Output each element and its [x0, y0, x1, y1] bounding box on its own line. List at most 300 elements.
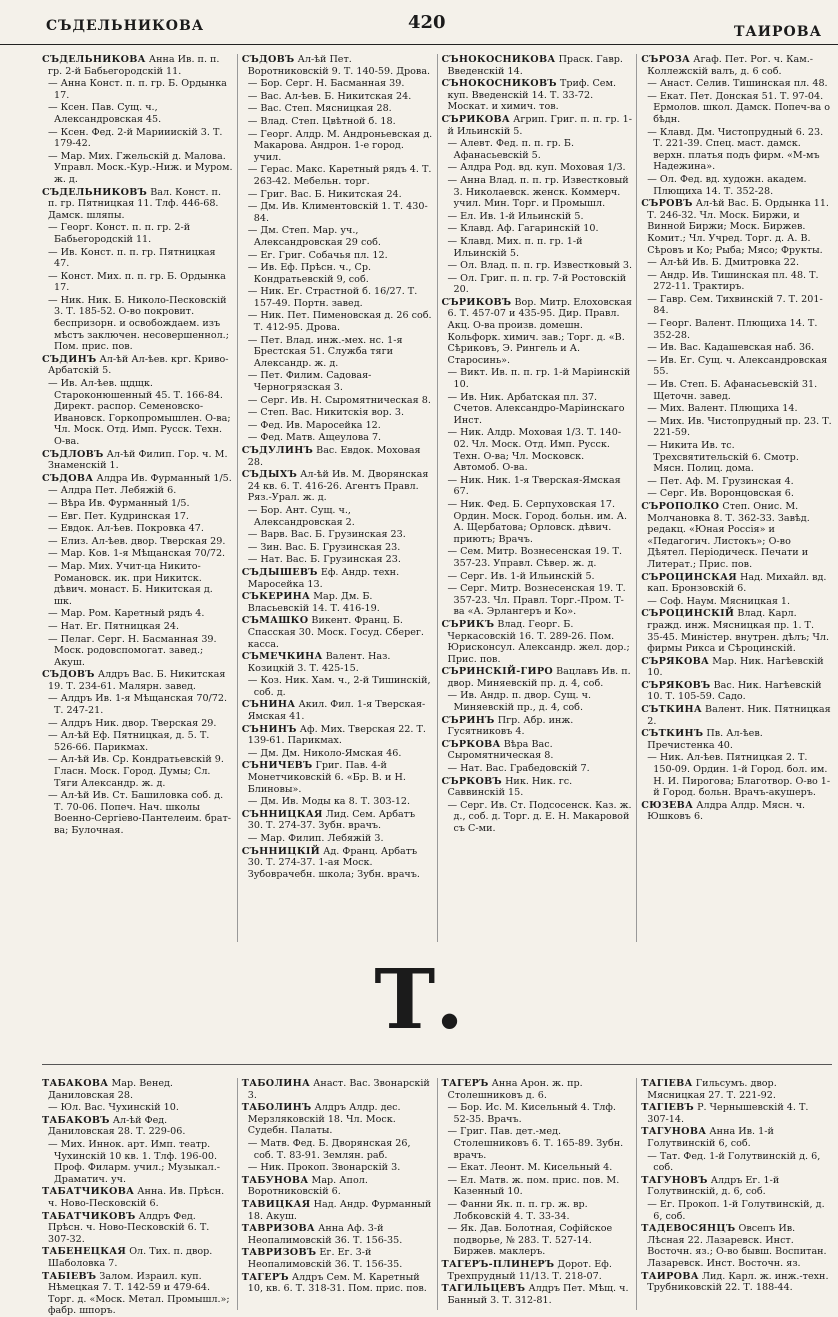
- directory-entry: [442, 1102, 633, 1125]
- entry-details: — Нат. Вас. Грабедовскій 7.: [447, 763, 590, 775]
- directory-entry: [641, 270, 832, 293]
- entry-details: — Ив. Вас. Кадашевская наб. 36.: [647, 342, 815, 354]
- entry-surname: ТАГІЕВА: [641, 1078, 693, 1089]
- directory-entry: [242, 833, 433, 845]
- entry-surname: ТАГИЛЬЦЕВЪ: [441, 1283, 526, 1295]
- entry-details: — Влад. Степ. Цвѣтной б. 18.: [247, 115, 396, 127]
- directory-entry: [42, 187, 233, 222]
- entry-details: — Нат. Ег. Пятницкая 24.: [48, 620, 180, 632]
- directory-entry: [641, 1271, 832, 1294]
- entry-details: Валент. Ник. Пятницкая 2.: [647, 704, 831, 727]
- entry-details: Агаф. Пет. Рог. ч. Кам.-Коллежскій валъ, д. 6 соб.: [647, 54, 814, 77]
- directory-entry: [242, 432, 433, 444]
- page-number: 420: [408, 12, 446, 33]
- entry-details: — Алдръ Ник. двор. Тверская 29.: [48, 717, 217, 729]
- entry-surname: СЪРКОВЪ: [441, 775, 502, 787]
- entry-details: — Фанни Як. п. п. гр. ж. вр. Лобковскій 4. Т. 33-34.: [447, 1198, 588, 1222]
- entry-surname: ТАБАТЧИКОВЪ: [42, 1210, 136, 1222]
- entry-details: — Серг. Ив. Н. Сыромятническая 8.: [247, 394, 431, 406]
- entry-details: — Вас. Степ. Мясницкая 28.: [247, 103, 392, 115]
- directory-entry: [442, 211, 633, 223]
- directory-entry: [442, 1175, 633, 1198]
- directory-entry: [641, 488, 832, 500]
- directory-entry: [442, 1162, 633, 1174]
- directory-entry: [42, 634, 233, 669]
- entry-details: — Серг. Митр. Вознесенская 19. Т. 357-23. Чл. Правл. Торг.-Пром. Т-ва «А. Эрлангеръ и Ко».: [447, 583, 626, 618]
- entry-details: — Ник. Фед. Б. Серпуховская 17. Ордин. Моск. Город. больн. им. А. А. Щербатова; Орловск. дѣвич. приютъ; Врачъ.: [447, 498, 628, 545]
- directory-entry: [242, 1162, 433, 1174]
- entry-details: Алдръ Ег. 1-й Голутвинскій, д. 6, соб.: [647, 1174, 780, 1198]
- directory-entry: [641, 440, 832, 475]
- directory-entry: [242, 796, 433, 808]
- directory-entry: [242, 395, 433, 407]
- directory-entry: [442, 1126, 633, 1161]
- entry-details: Пв. Ал-ѣев. Пречистенка 40.: [647, 728, 763, 751]
- entry-details: Вор. Митр. Елоховская 6. Т. 457-07 и 435-95. Дир. Правл. Акц. О-ва произв. домешн. Кольфорк. химич. зав.; Торг. д. «В. Сѣриковъ, Э. Рингель и А. Старосинь».: [447, 296, 632, 366]
- directory-entry: [242, 1102, 433, 1137]
- directory-entry: [242, 748, 433, 760]
- entry-details: — Екат. Леонт. М. Кисельный 4.: [447, 1162, 613, 1174]
- entry-details: Пгр. Абр. инж. Гусятниковъ 4.: [447, 714, 574, 738]
- directory-entry: [242, 116, 433, 128]
- directory-entry: [442, 223, 633, 235]
- directory-entry: [442, 475, 633, 498]
- entry-details: — Елиз. Ал-ѣев. двор. Тверская 29.: [48, 535, 226, 547]
- entry-details: Ал-ѣй Ив. М. Дворянская 24 кв. 6. Т. 416-26. Агентъ Правл. Ряз.-Урал. ж. д.: [247, 469, 429, 504]
- entry-details: Григ. Пав. 4-й Монетчиковскій 6. «Бр. В. и Н. Блиновы».: [247, 760, 406, 795]
- entry-details: — Григ. Вас. Б. Никитская 24.: [247, 188, 402, 200]
- entry-details: — Ив. Степ. Б. Афанасьевскій 31. Щеточн. завед.: [647, 379, 818, 402]
- entry-details: — Ал-ѣй Ив. Б. Дмитровка 22.: [647, 257, 800, 269]
- entry-details: — Ник. Ник. 1-я Тверская-Ямская 67.: [447, 474, 621, 498]
- entry-details: Акил. Фил. 1-я Тверская-Ямская 41.: [247, 699, 426, 723]
- entry-details: Викент. Франц. Б. Спасская 30. Моск. Госуд. Сберег. касса.: [247, 615, 424, 650]
- directory-entry: [42, 222, 233, 245]
- directory-entry: [242, 286, 433, 309]
- directory-entry: [242, 505, 433, 528]
- entry-details: Ник. Ник. гс. Саввинскій 15.: [447, 775, 573, 799]
- directory-entry: [641, 257, 832, 269]
- directory-entry: [442, 583, 633, 618]
- entry-details: — Ал-ѣй Ив. Ср. Кондратьевскій 9. Гласн. Моск. Город. Думы; Сл. Тяги Александр. ж. д.: [48, 754, 224, 789]
- entry-surname: ТАБУНОВА: [241, 1174, 309, 1186]
- column-3: [437, 54, 633, 942]
- directory-entry: [242, 554, 433, 566]
- directory-entry: [42, 247, 233, 270]
- column-8: [636, 1078, 832, 1310]
- directory-entry: [442, 546, 633, 569]
- directory-entry: [42, 730, 233, 753]
- entry-details: Ал-ѣй Филип. Гор. ч. М. Знаменскій 1.: [48, 448, 228, 472]
- entry-surname: СЪДЛОВЪ: [42, 448, 104, 460]
- directory-entry: [641, 1126, 832, 1149]
- directory-entry: [641, 680, 832, 703]
- directory-entry: [42, 1211, 233, 1246]
- directory-entry: [242, 1247, 433, 1270]
- entry-details: Мар. Дм. Б. Власьевскій 14. Т. 416-19.: [247, 591, 380, 614]
- directory-entry: [42, 1271, 233, 1317]
- page-header: [0, 0, 838, 45]
- entry-details: — Ел. Матв. ж. пом. прис. пов. М. Казенный 10.: [447, 1174, 620, 1198]
- entry-surname: ТАГЕРЪ: [241, 1271, 289, 1283]
- directory-entry: [641, 342, 832, 354]
- entry-surname: СЪНОКОСНИКОВЪ: [441, 78, 557, 90]
- entry-details: — Георг. Конст. п. п. гр. 2-й Бабьегородскій 11.: [48, 222, 191, 245]
- directory-entry: [641, 1223, 832, 1269]
- entry-details: — Як. Дав. Болотная, Софійское подворье, № 283. Т. 527-14. Биржев. маклеръ.: [447, 1223, 613, 1258]
- directory-entry: [42, 354, 233, 377]
- directory-entry: [42, 754, 233, 789]
- directory-entry: [242, 407, 433, 419]
- directory-entry: [442, 236, 633, 259]
- entry-details: Овсепъ Ив. Лѣсная 22. Лазаревск. Инст. Восточн. яз.; О-во бывш. Воспитан. Лазаревск. Инст. Восточн. яз.: [647, 1223, 827, 1269]
- directory-entry: [42, 608, 233, 620]
- directory-entry: [42, 78, 233, 101]
- entry-surname: СЪДЕЛЬНИКОВЪ: [42, 186, 148, 198]
- entry-details: — Ив. Еф. Прѣсн. ч., Ср. Кондратьевскій 9, соб.: [247, 262, 372, 285]
- entry-details: Ол. Тих. п. двор. Шаболовка 7.: [48, 1246, 213, 1269]
- directory-entry: [42, 669, 233, 692]
- directory-entry: [641, 127, 832, 173]
- entry-surname: ТАИРОВА: [641, 1270, 699, 1282]
- entry-surname: СЪНИНА: [241, 699, 296, 711]
- entry-details: Анна Аф. 3-й Неопалимовскій 36. Т. 156-35.: [247, 1223, 403, 1246]
- directory-entry: [42, 718, 233, 730]
- directory-entry: [42, 1186, 233, 1209]
- entry-details: — Дм. Ив. Климентовскій 1. Т. 430-84.: [247, 201, 428, 224]
- entry-details: — Варв. Вас. Б. Грузинская 23.: [247, 529, 406, 541]
- directory-entry: [242, 809, 433, 832]
- entry-surname: СЪДЕЛЬНИКОВА: [42, 54, 146, 65]
- directory-entry: [42, 102, 233, 125]
- entry-details: — Степ. Вас. Никитскія вор. 3.: [247, 407, 405, 419]
- entry-details: — Нат. Вас. Б. Грузинская 23.: [247, 554, 401, 566]
- header-right-surname: ТАИРОВА: [733, 24, 822, 40]
- entry-details: Вал. Конст. п. п. гр. Пятницкая 11. Тлф. 446-68. Дамск. шляпы.: [48, 186, 222, 221]
- directory-entry: [42, 693, 233, 716]
- entry-surname: СЪРОЗА: [641, 54, 691, 65]
- directory-entry: [42, 523, 233, 535]
- entry-details: — Матв. Фед. Б. Дворянская 26, соб. Т. 83-91. Землян. раб.: [247, 1137, 411, 1161]
- entry-details: Ал-ѣй Фед. Даниловская 28. Т. 229-06.: [48, 1114, 186, 1138]
- entry-details: Влад. Георг. Б. Черкасовскій 16. Т. 289-26. Пом. Юрисконсул. Александр. жел. дор.; Прис. пов.: [447, 618, 630, 665]
- entry-details: — Пет. Влад. инж.-мех. нс. 1-я Брестская 51. Служба тяги Александр. ж. д.: [247, 334, 403, 369]
- entry-details: — Конст. Мих. п. п. гр. Б. Ордынка 17.: [48, 270, 226, 294]
- column-2: [237, 54, 433, 942]
- entry-surname: СЪКЕРИНА: [241, 591, 311, 603]
- directory-entry: [641, 1078, 832, 1101]
- directory-entry: [442, 776, 633, 799]
- directory-entry: [242, 1175, 433, 1198]
- entry-details: — Алдра Пет. Лебяжій 6.: [48, 485, 177, 497]
- entry-details: — Бор. Ант. Сущ. ч., Александровская 2.: [247, 504, 355, 528]
- entry-details: — Пет. Филим. Садовая-Черногрязская 3.: [247, 370, 372, 394]
- entry-details: — Бор. Серг. Н. Басманная 39.: [247, 78, 405, 90]
- entry-details: — Дм. Дм. Николо-Ямская 46.: [247, 747, 402, 759]
- directory-entry: [42, 621, 233, 633]
- entry-details: — Евдок. Ал-ѣев. Покровка 47.: [48, 523, 204, 535]
- directory-entry: [641, 800, 832, 823]
- entry-details: — Мих. Валент. Плющиха 14.: [647, 403, 798, 415]
- entry-details: Мар. Ник. Нагѣевскій 10.: [647, 655, 824, 679]
- entry-details: — Анна Конст. п. п. гр. Б. Ордынка 17.: [48, 78, 227, 101]
- entry-details: — Мар. Мих. Гжельскій д. Малова. Управл. Моск.-Кур.-Ниж. и Муром. ж. д.: [48, 150, 233, 185]
- directory-entry: [242, 591, 433, 614]
- entry-details: Дорот. Еф. Трехпрудный 11/13. Т. 218-07.: [447, 1258, 612, 1282]
- directory-entry: [242, 335, 433, 370]
- entry-details: Гильсумъ. двор. Мясницкая 27. Т. 221-92.: [647, 1078, 777, 1101]
- entry-surname: СЪРЯКОВЪ: [641, 679, 711, 691]
- entry-details: — Серг. Ив. Ст. Подсосенск. Каз. ж. д., соб. д. Торг. д. Е. Н. Макаровой съ С-ми.: [447, 799, 632, 834]
- entry-details: Анна Ив. п. п. гр. 2-й Бабьегородскій 11.: [48, 54, 220, 77]
- entry-surname: СЪНИЧЕВЪ: [241, 760, 313, 772]
- directory-entry: [641, 1199, 832, 1222]
- directory-entry: [242, 78, 433, 90]
- directory-entry: [641, 294, 832, 317]
- entry-details: — Мар. Ков. 1-я Мѣщанская 70/72.: [48, 548, 226, 560]
- directory-entry: [641, 608, 832, 654]
- entry-surname: СЪРИКОВЪ: [441, 296, 512, 308]
- directory-entry: [242, 567, 433, 590]
- directory-entry: [641, 572, 832, 595]
- entry-details: Анаст. Вас. Звонарскій 3.: [247, 1078, 430, 1101]
- entry-surname: ТАГУНОВА: [641, 1126, 707, 1138]
- directory-entry: [42, 378, 233, 448]
- directory-entry: [641, 596, 832, 608]
- entry-surname: ТАВРИЗОВЪ: [241, 1247, 317, 1259]
- directory-entry: [242, 675, 433, 698]
- entry-surname: ТАГІЕВЪ: [641, 1102, 695, 1114]
- column-5: [42, 1078, 233, 1317]
- entry-details: Вѣра Вас. Сыромятническая 8.: [447, 738, 554, 762]
- directory-entry: [242, 420, 433, 432]
- entry-surname: СЪДОВЪ: [42, 669, 95, 681]
- directory-entry: [242, 529, 433, 541]
- directory-entry: [42, 511, 233, 523]
- entry-details: Анна. Ив. Прѣсн. ч. Ново-Песковскій 6.: [48, 1186, 225, 1209]
- directory-entry: [42, 151, 233, 186]
- directory-entry: [242, 1078, 433, 1101]
- entry-surname: ТАГЕРЪ: [441, 1078, 489, 1089]
- directory-entry: [42, 536, 233, 548]
- entry-surname: СЪТКИНА: [641, 704, 702, 716]
- directory-entry: [42, 127, 233, 150]
- entry-surname: СЪДОВЪ: [241, 54, 295, 65]
- entry-details: — Гавр. Сем. Тихвинскій 7. Т. 201-84.: [647, 293, 823, 317]
- entry-details: — Григ. Пав. дет.-мед. Столешниковъ 6. Т. 165-89. Зубн. врачъ.: [447, 1126, 624, 1161]
- entry-surname: ТАБЕНЕЦКАЯ: [42, 1246, 127, 1258]
- entry-details: Мар. Венед. Даниловская 28.: [48, 1078, 173, 1101]
- entry-surname: СЪДЫШЕВЪ: [241, 566, 318, 578]
- entry-details: — Ол. Влад. п. п. гр. Известковый 3.: [447, 260, 633, 272]
- directory-entry: [242, 225, 433, 248]
- directory-entry: [42, 561, 233, 607]
- entry-details: — Серг. Ив. Воронцовская 6.: [647, 488, 794, 500]
- entry-details: — Герас. Макс. Каретный рядъ 4. Т. 263-42. Мебельн. торг.: [247, 164, 432, 187]
- entry-details: — Фед. Ив. Маросейка 12.: [247, 419, 381, 431]
- entry-details: — Анна Влад. п. п. гр. Известковый 3. Николаевск. женск. Коммерч. учил. Мин. Торг. и Промышл.: [447, 174, 629, 210]
- directory-entry: [242, 469, 433, 504]
- directory-entry: [641, 403, 832, 415]
- entry-details: Ад. Франц. Арбатъ 30. Т. 274-37. 1-ая Моск. Зубоврачебн. школа; Зубн. врачъ.: [247, 845, 420, 880]
- directory-entry: [442, 800, 633, 835]
- entry-details: — Мих. Ив. Чистопрудный пр. 23. Т. 221-59.: [647, 415, 832, 439]
- entry-details: Залом. Израил. куп. Нѣмецкая 7. Т. 142-59 и 479-64. Торг. д. «Моск. Метал. Промышл.»; фабр. шпоръ.: [48, 1270, 230, 1317]
- directory-entry: [442, 392, 633, 427]
- directory-entry: [242, 201, 433, 224]
- directory-entry: [641, 54, 832, 77]
- entry-details: Алдръ Алдр. дес. Мерзляковскій 18. Чл. Моск. Судебн. Палаты.: [247, 1102, 401, 1137]
- directory-entry: [442, 1199, 633, 1222]
- entry-surname: СЪТКИНЪ: [641, 728, 704, 740]
- entry-details: — Клавд. Аф. Гагаринскій 10.: [447, 223, 599, 235]
- directory-entry: [641, 704, 832, 727]
- directory-entry: [641, 91, 832, 126]
- directory-entry: [442, 78, 633, 113]
- entry-surname: СЪРИНСКІЙ-ГИРО: [441, 666, 554, 678]
- entry-details: — Соф. Наум. Мясницкая 1.: [647, 595, 791, 607]
- entry-details: Алдръ Фед. Прѣсн. ч. Ново-Песковскій 6. Т. 307-32.: [48, 1210, 210, 1245]
- directory-entry: [42, 1246, 233, 1269]
- directory-entry: [641, 728, 832, 751]
- entry-details: — Ник. Ал-ѣев. Пятницкая 2. Т. 150-09. Ордин. 1-й Город. бол. им. Н. И. Пирогова; Благотвор. О-во 1-й Город. больн. Врачъ-акушеръ.: [647, 752, 831, 799]
- entry-surname: ТАБАТЧИКОВА: [42, 1186, 135, 1198]
- directory-entry: [242, 1138, 433, 1161]
- entry-details: — Викт. Ив. п. п. гр. 1-й Маріинскій 10.: [447, 367, 631, 391]
- directory-entry: [442, 1259, 633, 1282]
- directory-entry: [242, 164, 433, 187]
- entry-details: — Мар. Ром. Каретный рядъ 4.: [48, 608, 205, 620]
- entry-details: — Клавд. Дм. Чистопрудный 6. 23. Т. 221-39. Спец. маст. дамск. верхн. платья подъ фирм. «М-мъ Надежина».: [647, 126, 824, 173]
- directory-entry: [42, 1139, 233, 1185]
- entry-surname: ТАДЕВОСЯНЦЪ: [641, 1223, 736, 1235]
- entry-details: — Ник. Ег. Страстной б. 16/27. Т. 157-49. Портн. завед.: [247, 286, 418, 309]
- directory-entry: [641, 198, 832, 256]
- header-left-surname: СЪДЕЛЬНИКОВА: [46, 18, 205, 34]
- directory-entry: [442, 427, 633, 473]
- directory-entry: [442, 114, 633, 137]
- entry-details: — Ив. Ал-ѣев. щдщк. Староконюшенный 45. Т. 166-84. Директ. распор. Семеновско-Ивановск. Горкопромышлен. О-ва; Чл. Моск. Отд. Имп. Русск. Техн. О-ва.: [48, 378, 231, 447]
- top-columns: [42, 54, 832, 942]
- directory-entry: [42, 498, 233, 510]
- entry-details: Вас. Евдок. Моховая 28.: [247, 445, 421, 468]
- directory-entry: [42, 473, 233, 485]
- directory-entry: [641, 318, 832, 341]
- entry-surname: ТАБІЕВЪ: [42, 1270, 97, 1282]
- directory-entry: [442, 739, 633, 762]
- directory-entry: [442, 1223, 633, 1258]
- entry-details: Ал-ѣй Ал-ѣев. крг. Криво-Арбатскій 5.: [48, 353, 229, 377]
- entry-surname: СЪРОЦИНСКАЯ: [641, 571, 737, 583]
- entry-details: — Ал-ѣй Еф. Пятницкая, д. 5. Т. 526-66. Парикмах.: [48, 730, 210, 753]
- entry-details: Триф. Сем. куп. Введенскій 14. Т. 33-72. Москат. и химич. тов.: [447, 78, 616, 113]
- entry-surname: ТАБАКОВА: [42, 1078, 109, 1089]
- entry-details: — Ол. Григ. п. п. гр. 7-й Ростовскій 20.: [447, 272, 627, 296]
- entry-details: Алдръ Сем. М. Каретный 10, кв. 6. Т. 318-31. Пом. прис. пов.: [247, 1271, 427, 1295]
- directory-entry: [641, 1151, 832, 1174]
- directory-entry: [242, 542, 433, 554]
- entry-details: — Ксен. Фед. 2-й Марииискій 3. Т. 179-42.: [48, 126, 223, 150]
- entry-details: Р. Чернышевскій 4. Т. 307-14.: [647, 1102, 809, 1125]
- entry-details: — Ел. Ив. 1-й Ильинскій 5.: [447, 210, 584, 222]
- entry-surname: ТАВРИЗОВА: [241, 1223, 315, 1235]
- entry-surname: ТАБАКОВЪ: [42, 1114, 110, 1126]
- entry-details: — Георг. Валент. Плющиха 14. Т. 352-28.: [647, 318, 818, 341]
- entry-details: — Фед. Матв. Ащеулова 7.: [247, 432, 382, 444]
- entry-details: Степ. Онис. М. Молчановка 8. Т. 362-33. Завѣд. редакц. «Юная Россія» и «Педагогич. Листокъ»; О-во Дѣятел. Періодическ. Печати и Литерат.; Прис. пов.: [647, 500, 810, 570]
- entry-surname: ТАБОЛИНЪ: [241, 1102, 312, 1114]
- directory-entry: [42, 54, 233, 77]
- directory-entry: [442, 175, 633, 210]
- entry-details: — Ал-ѣй Ив. Ст. Башиловка соб. д. Т. 70-06. Попеч. Нач. школы Военно-Сергіево-Пантелеим. брат-ва; Булочная.: [48, 790, 232, 836]
- entry-surname: СЮЗЕВА: [641, 799, 694, 811]
- entry-details: — Пет. Аф. М. Грузинская 4.: [647, 475, 794, 487]
- entry-details: — Ив. Ник. Арбатская пл. 37. Счетов. Александро-Маріинскаго Инст.: [447, 391, 625, 426]
- entry-details: — Мар. Филип. Лебяжій 3.: [247, 833, 384, 844]
- entry-details: Влад. Карл. гражд. инж. Мясницкая пр. 1. Т. 35-45. Миністер. внутрен. дѣлъ; Чл. фирмы Рикса и Сѣроцинскій.: [647, 608, 830, 655]
- directory-entry: [242, 129, 433, 164]
- entry-surname: СЪННИЦКАЯ: [241, 808, 323, 820]
- directory-entry: [242, 760, 433, 795]
- section-letter: Т.: [374, 952, 464, 1048]
- entry-details: — Бор. Ис. М. Кисельный 4. Тлф. 52-35. Врачъ.: [447, 1102, 616, 1125]
- entry-surname: СЪНОКОСНИКОВА: [441, 54, 556, 65]
- entry-details: — Коз. Ник. Хам. ч., 2-й Тишинскій, соб. д.: [247, 675, 431, 698]
- directory-entry: [42, 1078, 233, 1101]
- directory-entry: [442, 499, 633, 545]
- column-1: [42, 54, 233, 942]
- entry-surname: СЪРИНЪ: [441, 714, 495, 726]
- entry-details: Алдра Алдр. Мясн. ч. Юшковъ 6.: [647, 799, 806, 823]
- entry-details: Алдра Ив. Фурманный 1/5.: [96, 472, 232, 484]
- directory-entry: [242, 651, 433, 674]
- directory-entry: [242, 1223, 433, 1246]
- directory-entry: [442, 715, 633, 738]
- directory-entry: [42, 548, 233, 560]
- entry-details: Над. Михайл. вд. кап. Бронзовскій 6.: [647, 571, 827, 595]
- entry-details: Лид. Карл. ж. инж.-техн. Трубниковскій 22. Т. 188-44.: [647, 1270, 829, 1294]
- directory-entry: [442, 1283, 633, 1306]
- entry-surname: ТАГЕРЪ-ПЛИНЕРЪ: [441, 1258, 555, 1270]
- directory-entry: [641, 379, 832, 402]
- directory-entry: [641, 416, 832, 439]
- entry-surname: СЪРЯКОВА: [641, 655, 710, 667]
- directory-entry: [442, 763, 633, 775]
- directory-entry: [442, 1078, 633, 1101]
- entry-surname: СЪДОВА: [42, 472, 94, 484]
- entry-details: — Ег. Прокоп. 1-й Голутвинскій, д. 6, соб.: [647, 1198, 825, 1222]
- directory-entry: [42, 790, 233, 836]
- directory-entry: [242, 699, 433, 722]
- entry-surname: СЪНИНЪ: [241, 723, 297, 735]
- directory-entry: [641, 1102, 832, 1125]
- directory-entry: [641, 501, 832, 571]
- directory-entry: [42, 485, 233, 497]
- directory-entry: [442, 690, 633, 713]
- entry-details: Над. Андр. Фурманный 18. Акуш.: [247, 1198, 432, 1222]
- directory-entry: [242, 54, 433, 77]
- entry-details: Анна Арон. ж. пр. Столешниковъ д. 6.: [447, 1078, 583, 1101]
- directory-entry: [442, 138, 633, 161]
- entry-details: — Алдра Род. вд. куп. Моховая 1/3.: [447, 162, 626, 174]
- entry-surname: СЪМЕЧКИНА: [241, 651, 323, 663]
- entry-surname: СЪДЫХЪ: [241, 469, 298, 481]
- directory-entry: [42, 1102, 233, 1114]
- directory-entry: [242, 846, 433, 881]
- entry-details: — Юл. Вас. Чухинскій 10.: [48, 1102, 179, 1114]
- entry-details: — Ник. Алдр. Моховая 1/3. Т. 140-02. Чл. Моск. Отд. Имп. Русск. Техн. О-ва; Чл. Московск. Автомоб. О-ва.: [447, 427, 622, 474]
- directory-entry: [242, 445, 433, 468]
